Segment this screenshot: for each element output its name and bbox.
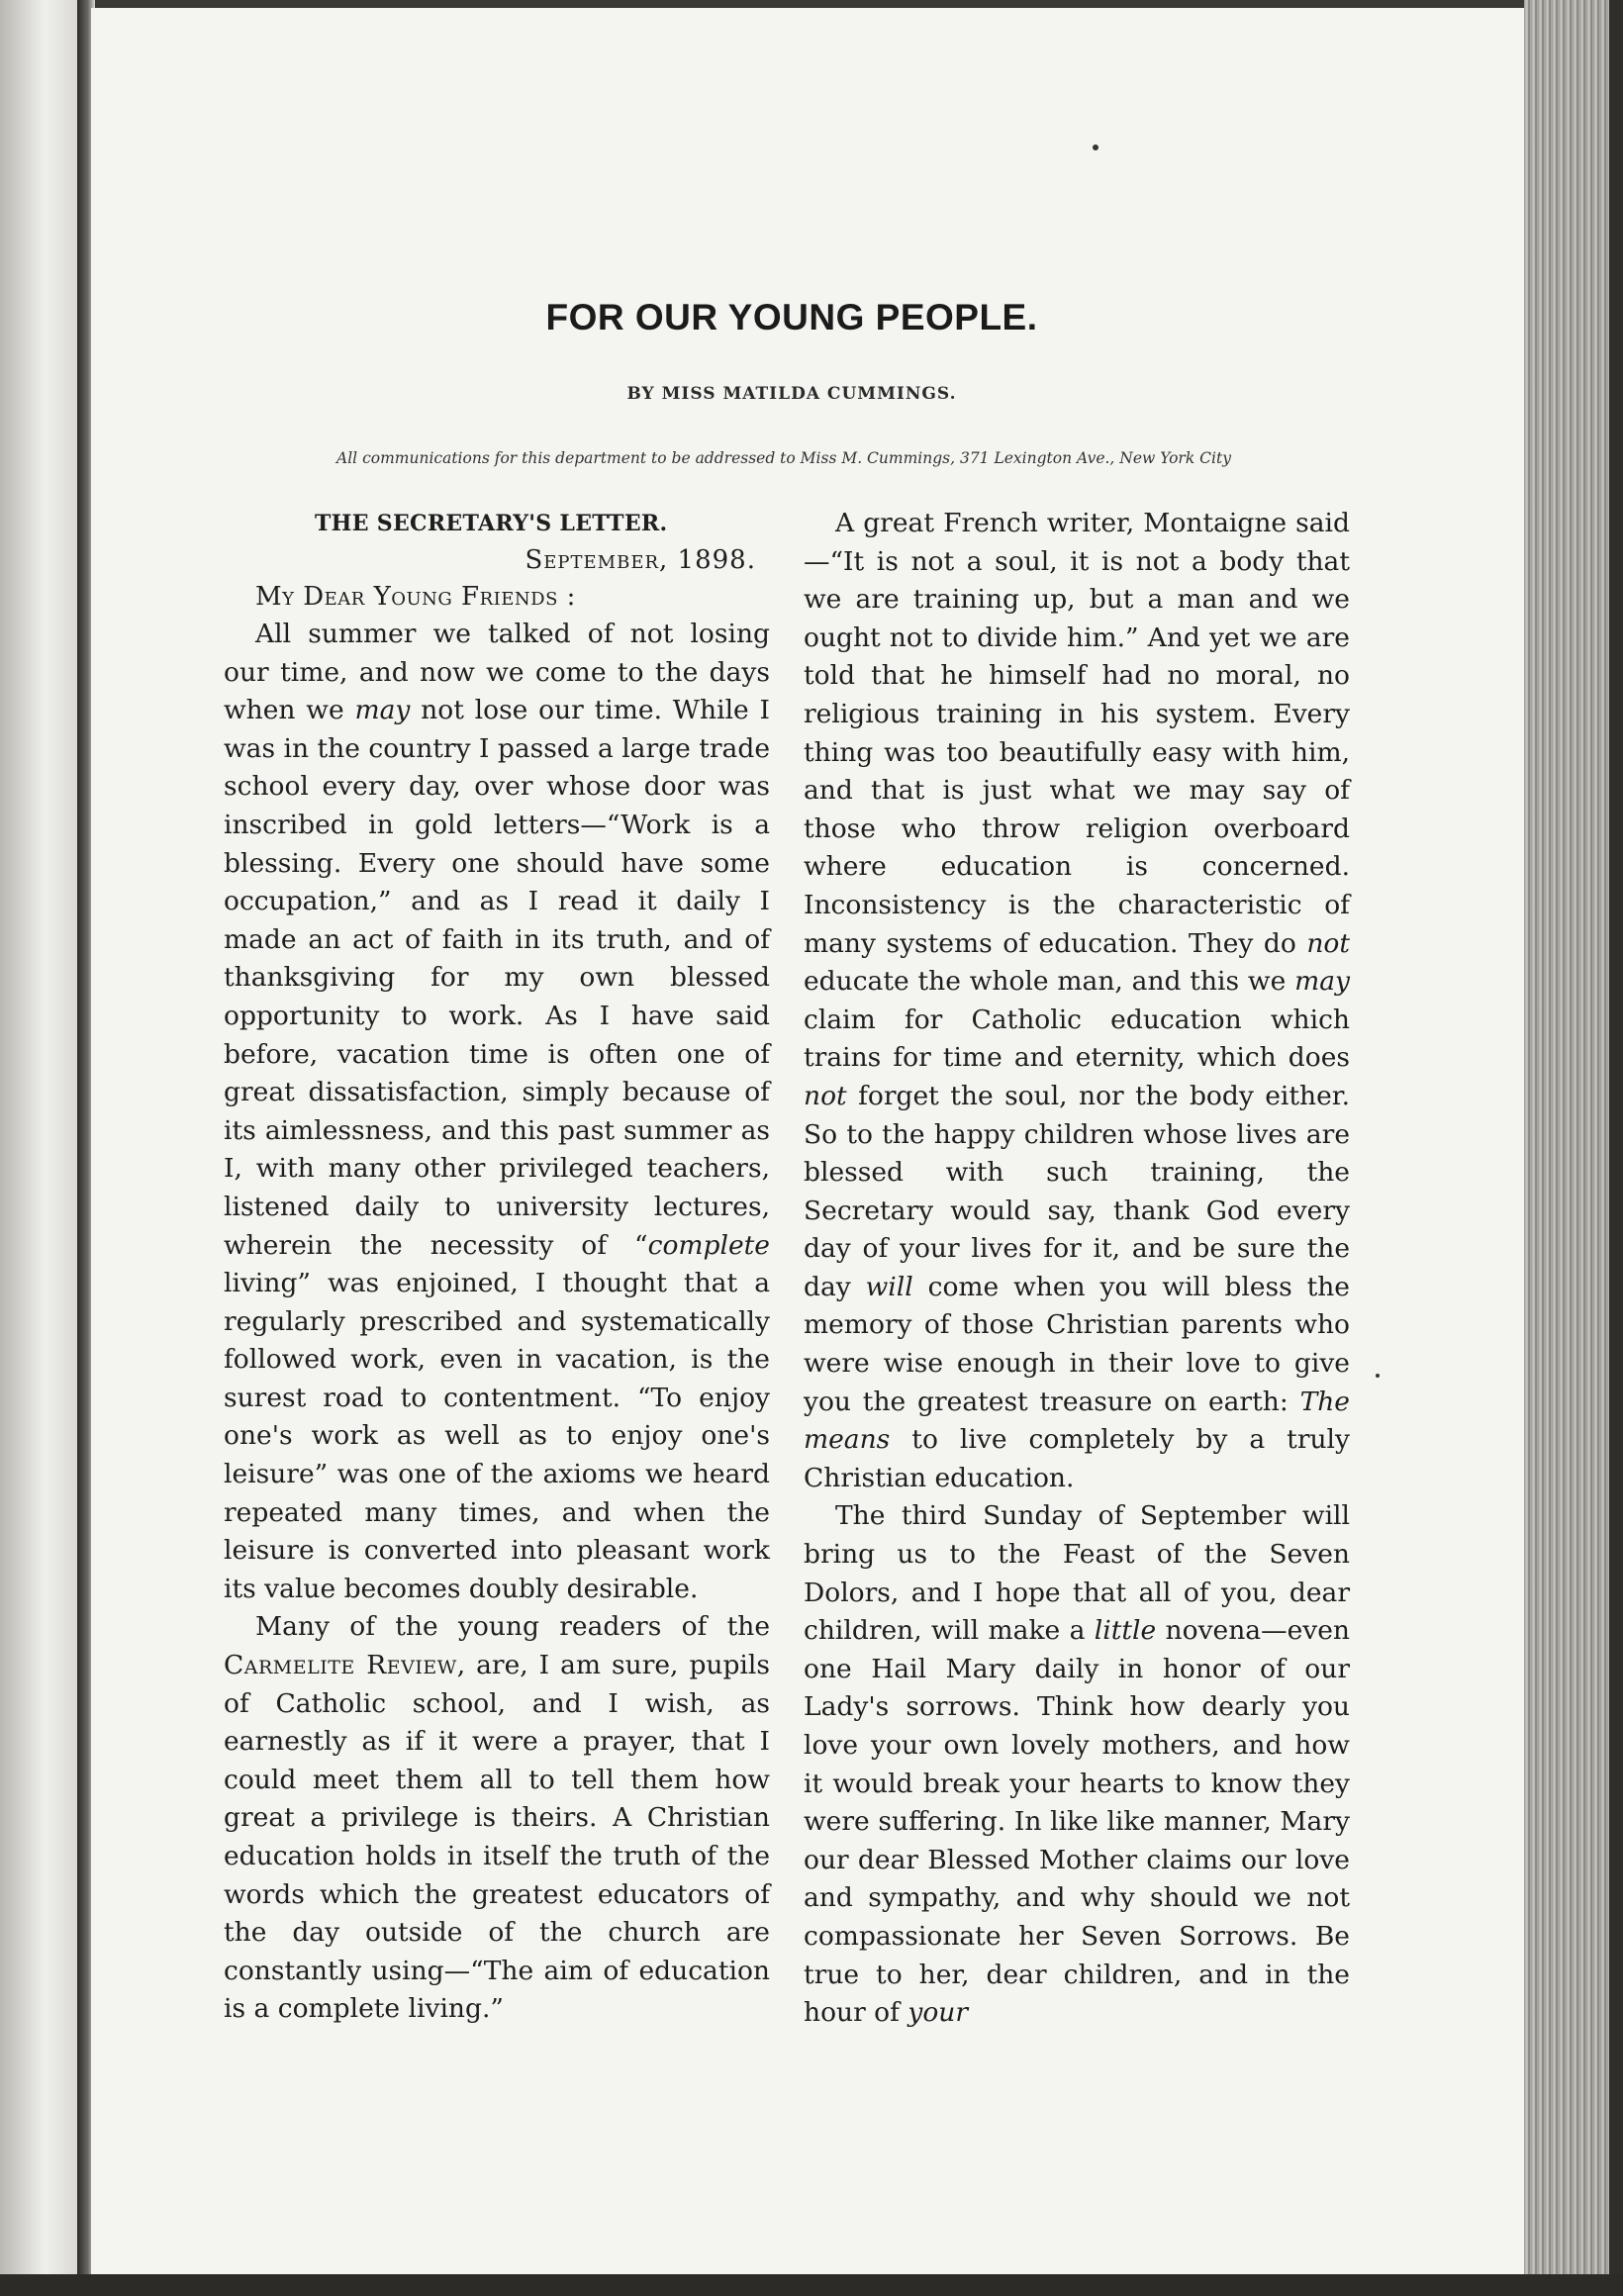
bottom-shadow bbox=[0, 2274, 1623, 2296]
department-note: All communications for this department to be addressed to Miss M. Cummings, 371 Lexington Ave., New York City bbox=[336, 449, 1231, 467]
ink-speck bbox=[1093, 144, 1098, 150]
page-title: FOR OUR YOUNG PEOPLE. bbox=[545, 297, 1038, 337]
right-column bbox=[804, 505, 1350, 2033]
section-title: THE SECRETARY'S LETTER. bbox=[315, 511, 668, 536]
left-column bbox=[224, 505, 770, 2029]
page-edges bbox=[1524, 0, 1623, 2296]
paragraph: Many of the young readers of the Carmelite Review, are, I am sure, pupils of Catholic school, and I wish, as earnestly as if it were a prayer, that I could meet them all to tell them how great a privilege is theirs. A Christian education holds in itself the truth of the words which the greatest educators of the day outside of the church are constantly using—“The aim of education is a complete living.” bbox=[224, 1611, 770, 2025]
ink-speck bbox=[1376, 1374, 1380, 1378]
salutation: My Dear Young Friends : bbox=[255, 582, 576, 612]
byline: BY MISS MATILDA CUMMINGS. bbox=[626, 384, 957, 404]
facing-page-edge bbox=[0, 0, 81, 2296]
paragraph: The third Sunday of September will bring us to the Feast of the Seven Dolors, and I hope that all of you, dear children, will make a little novena—even one Hail Mary daily in honor of our Lady's sorrows. Think how dearly you love your own lovely mothers, and how it would break your hearts to know they were suffering. In like like manner, Mary our dear Blessed Mother claims our love and sympathy, and why should we not compassionate her Seven Sorrows. Be true to her, dear children, and in the hour of your bbox=[804, 1500, 1350, 2029]
paragraph: All summer we talked of not losing our time, and now we come to the days when we may not lose our time. While I was in the country I passed a large trade school every day, over whose door was inscribed in gold letters—“Work is a blessing. Every one should have some occupation,” and as I read it daily I made an act of faith in its truth, and of thanksgiving for my own blessed opportunity to work. As I have said before, vacation time is often one of great dissatisfaction, simply because of its aimlessness, and this past summer as I, with many other privileged teachers, listened daily to university lectures, wherein the necessity of “complete living” was enjoined, I thought that a regularly prescribed and systematically followed work, even in vacation, is the surest road to contentment. “To enjoy one's work as well as to enjoy one's leisure” was one of the axioms we heard repeated many times, and when the leisure is converted into pleasant work its value becomes doubly desirable. bbox=[224, 619, 770, 1604]
paragraph: A great French writer, Montaigne said—“It is not a soul, it is not a body that we are training up, but a man and we ought not to divide him.” And yet we are told that he himself had no moral, no religious training in his system. Every thing was too beautifully easy with him, and that is just what we may say of those who throw religion overboard where education is concerned. Inconsistency is the characteristic of many systems of education. They do not educate the whole man, and this we may claim for Catholic education which trains for time and eternity, which does not forget the soul, nor the body either. So to the happy children whose lives are blessed with such training, the Secretary would say, thank God every day of your lives for it, and be sure the day will come when you will bless the memory of those Christian parents who were wise enough in their love to give you the greatest treasure on earth: The means to live completely by a truly Christian education. bbox=[804, 508, 1350, 1493]
letter-date: September, 1898. bbox=[525, 545, 756, 575]
